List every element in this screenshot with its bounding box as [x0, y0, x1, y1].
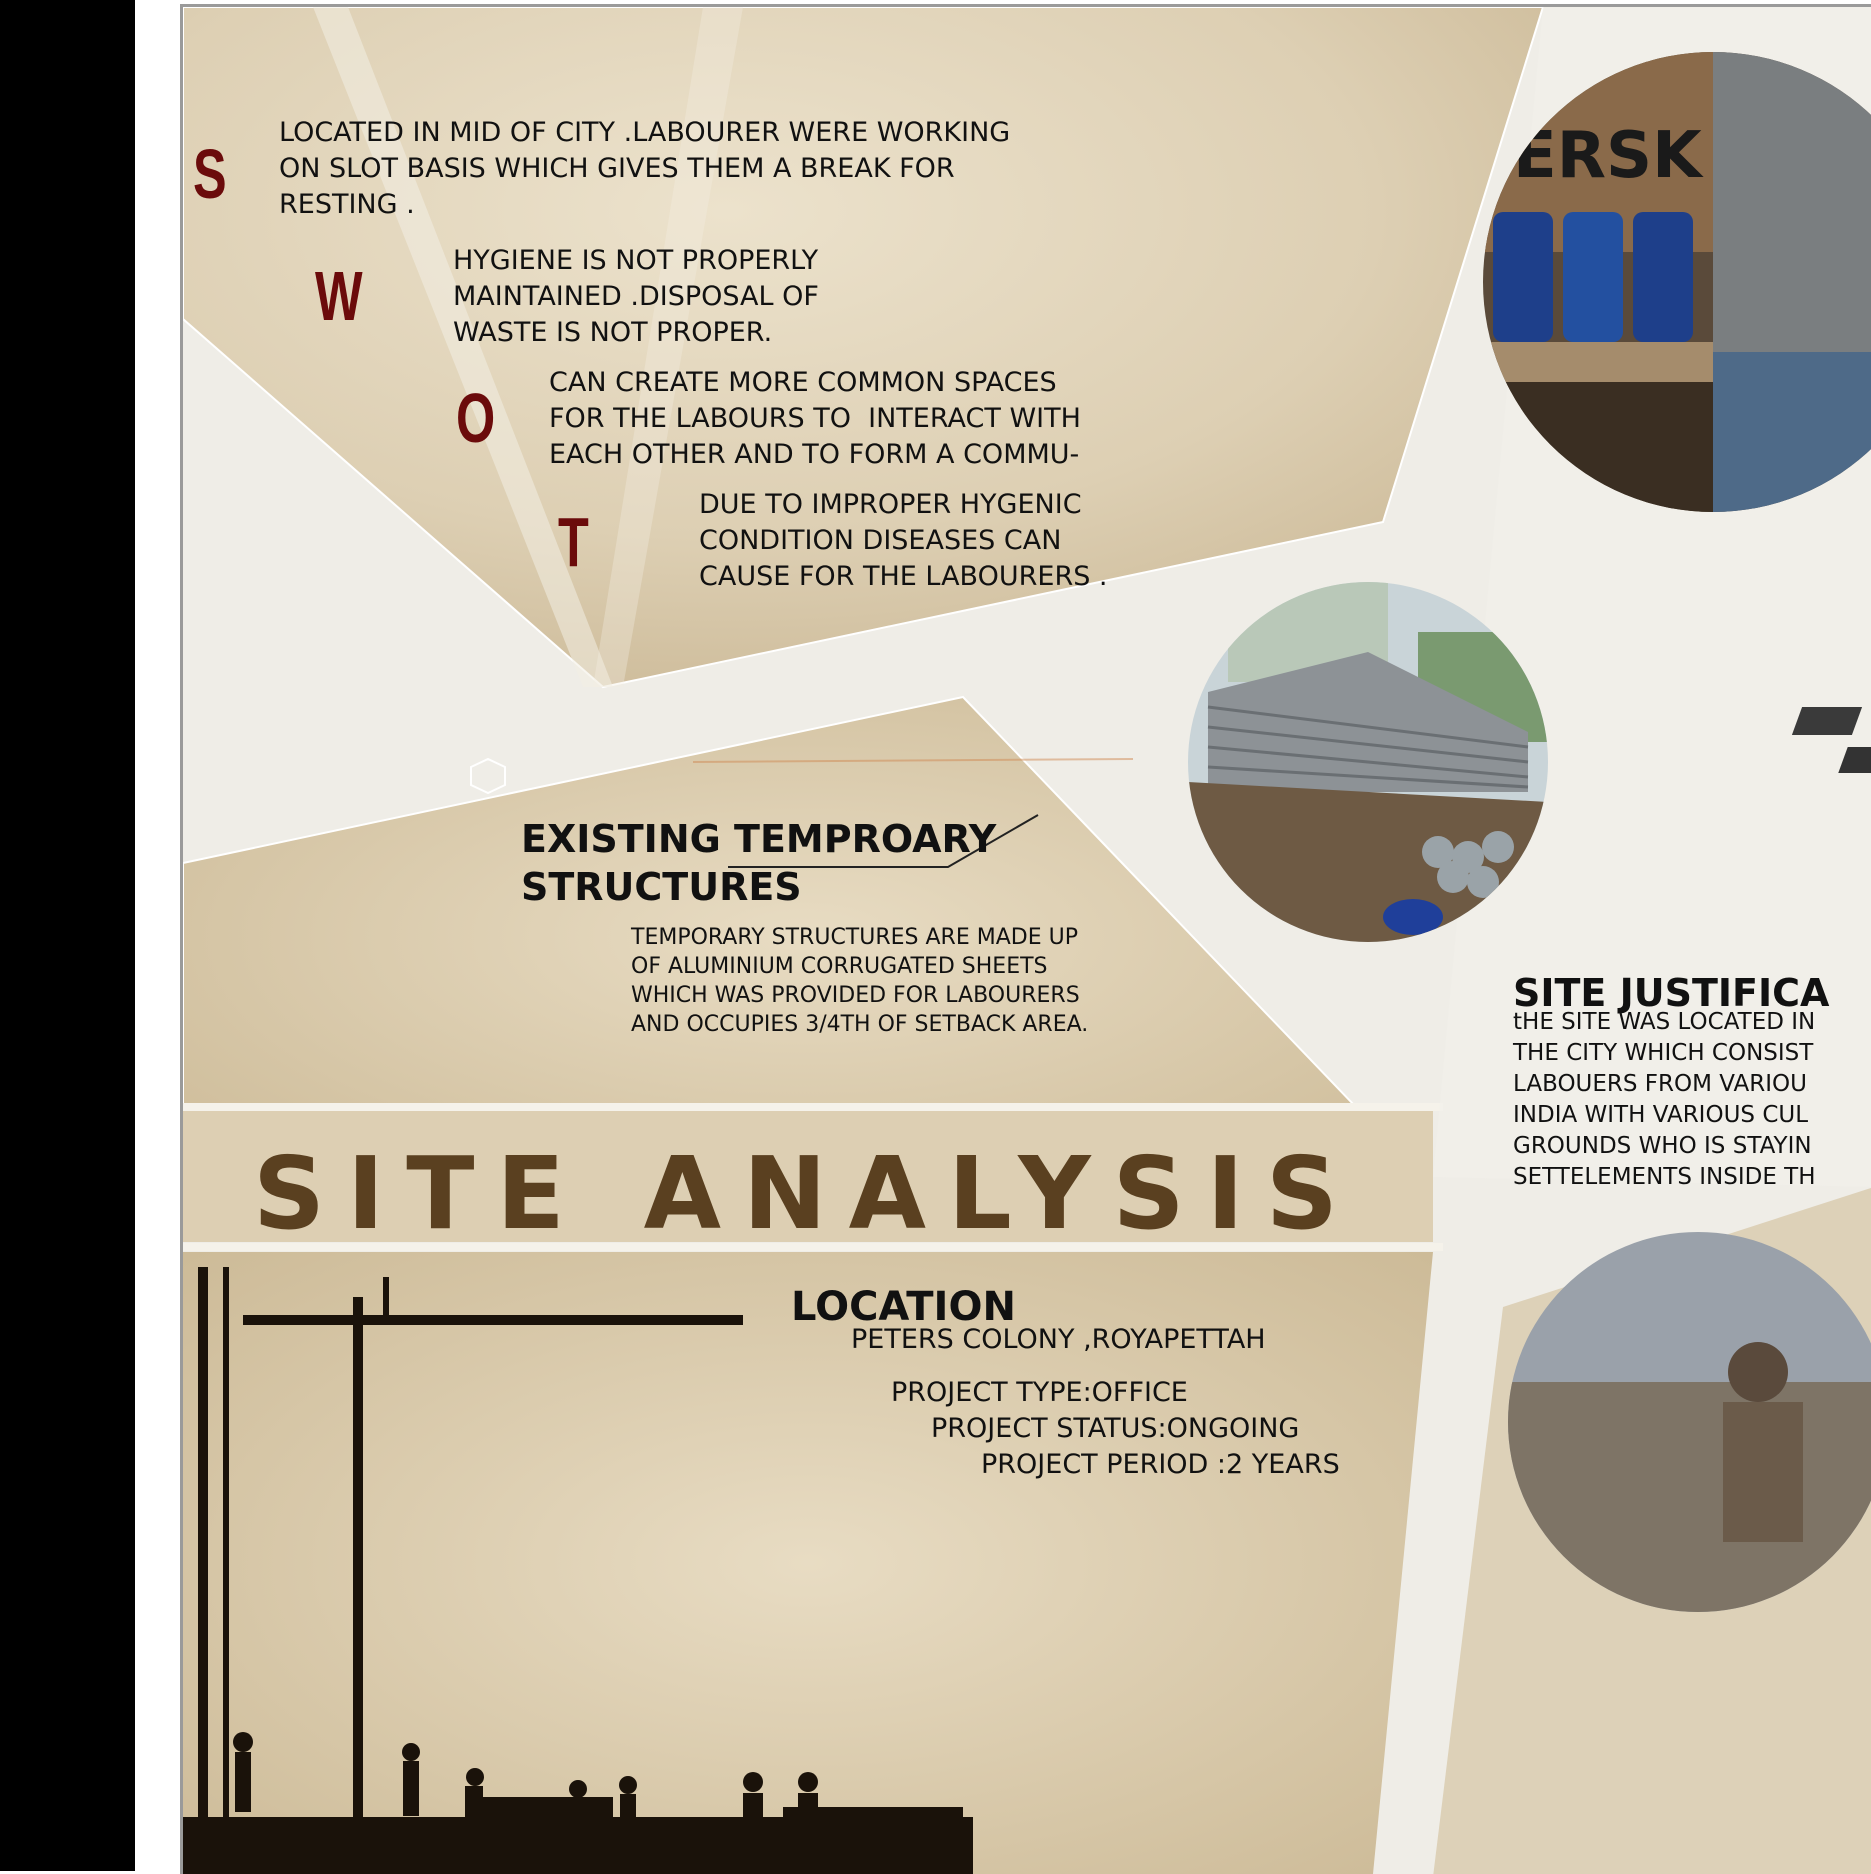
site-justification-text: tHE SITE WAS LOCATED IN THE CITY WHICH CONSIST LABOUERS FROM VARIOU INDIA WITH VARIOUS CUL GROUNDS WHO IS STAYIN SETTELEMENTS INSIDE TH — [1513, 1009, 1816, 1190]
project-period: PROJECT PERIOD :2 YEARS — [981, 1449, 1340, 1480]
opportunity-text: CAN CREATE MORE COMMON SPACES FOR THE LABOURS TO INTERACT WITH EACH OTHER AND TO FORM A COMMU- — [549, 367, 1081, 470]
threat-text: DUE TO IMPROPER HYGENIC CONDITION DISEASES CAN CAUSE FOR THE LABOURERS . — [699, 489, 1108, 592]
swot-letter-t: T — [558, 503, 589, 581]
existing-structures-text: TEMPORARY STRUCTURES ARE MADE UP OF ALUMINIUM CORRUGATED SHEETS WHICH WAS PROVIDED FOR LABOURERS AND OCCUPIES 3/4TH OF SETBACK AREA. — [631, 925, 1089, 1037]
strength-text: LOCATED IN MID OF CITY .LABOURER WERE WORKING ON SLOT BASIS WHICH GIVES THEM A BREAK FOR RESTING . — [279, 117, 1011, 220]
existing-structures-heading: EXISTING TEMPROARY STRUCTURES — [521, 817, 997, 909]
site-analysis-title: SITE ANALYSIS — [253, 1135, 1360, 1252]
swot-letter-s: S — [193, 135, 227, 213]
model-tile-1 — [1792, 707, 1862, 735]
swot-letter-w: W — [315, 257, 363, 335]
project-type: PROJECT TYPE:OFFICE — [891, 1377, 1188, 1408]
project-status: PROJECT STATUS:ONGOING — [931, 1413, 1300, 1444]
location-address: PETERS COLONY ,ROYAPETTAH — [851, 1324, 1266, 1355]
location-heading: LOCATION — [791, 1284, 1016, 1330]
container-label: ERSK — [1513, 119, 1702, 193]
site-justification-heading: SITE JUSTIFICA — [1513, 971, 1830, 1015]
weakness-text: HYGIENE IS NOT PROPERLY MAINTAINED .DISPOSAL OF WASTE IS NOT PROPER. — [453, 245, 819, 348]
photo-temporary-structures — [1188, 582, 1548, 942]
poster-sheet — [180, 4, 1871, 1874]
left-black-border — [0, 0, 135, 1871]
photo-workers — [1508, 1232, 1871, 1612]
swot-letter-o: O — [456, 379, 496, 457]
